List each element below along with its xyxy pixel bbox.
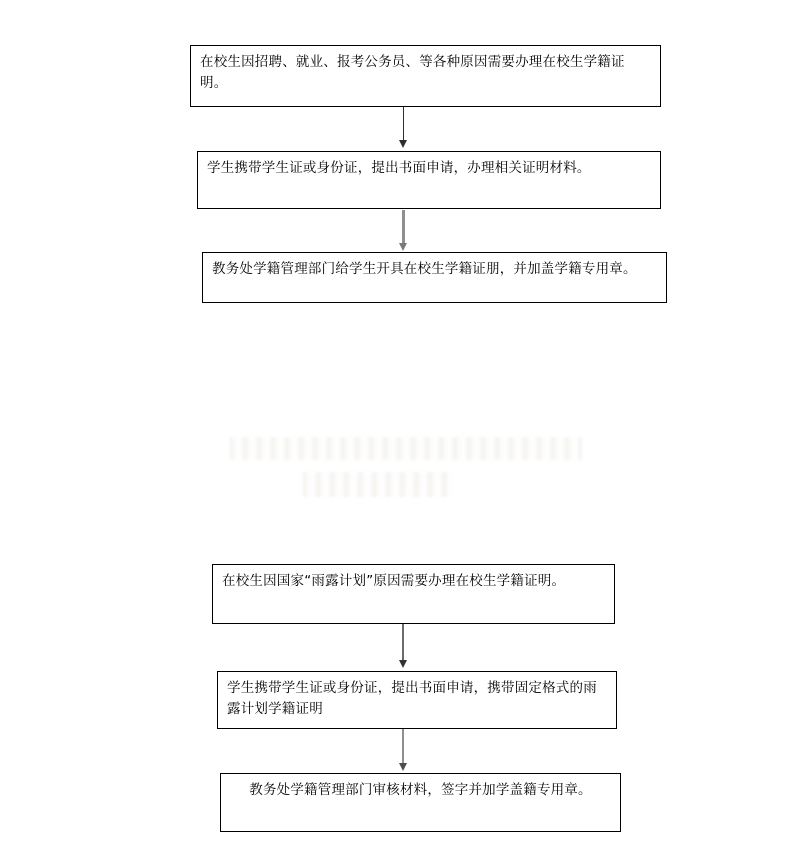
faint-text-remnant	[303, 472, 453, 497]
arrow-shaft	[402, 624, 404, 660]
flow-box-top-step-1	[190, 45, 661, 107]
down-arrow-icon	[395, 107, 411, 148]
flow-box-top-step-2-text: 学生携带学生证或身份证，提出书面申请，办理相关证明材料。	[207, 160, 591, 176]
down-arrow-icon	[395, 729, 411, 771]
arrow-shaft	[402, 210, 405, 243]
flow-box-top-step-3	[202, 252, 667, 303]
flow-box-bottom-step-1-text: 在校生因国家“雨露计划”原因需要办理在校生学籍证明。	[222, 573, 566, 589]
flow-box-top-step-1-text: 在校生因招聘、就业、报考公务员、等各种原因需要办理在校生学籍证明。	[200, 54, 625, 91]
flow-box-bottom-step-2-text: 学生携带学生证或身份证，提出书面申请，携带固定格式的雨露计划学籍证明	[227, 680, 597, 717]
flow-box-top-step-2	[197, 151, 661, 209]
arrowhead-icon	[399, 660, 407, 668]
arrow-shaft	[402, 729, 404, 763]
down-arrow-icon	[395, 624, 411, 668]
flow-box-bottom-step-3	[220, 773, 621, 832]
arrow-shaft	[403, 107, 404, 140]
arrowhead-icon	[399, 140, 407, 148]
flow-box-bottom-step-2	[217, 671, 617, 729]
arrowhead-icon	[399, 243, 407, 251]
faint-text-remnant	[230, 437, 582, 460]
flow-box-bottom-step-3-text: 教务处学籍管理部门审核材料，签字并加学盖籍专用章。	[249, 782, 592, 798]
down-arrow-icon	[395, 210, 411, 251]
flow-box-bottom-step-1	[212, 564, 615, 624]
flow-box-top-step-3-text: 教务处学籍管理部门给学生开具在校生学籍证朋，并加盖学籍专用章。	[212, 261, 637, 277]
arrowhead-icon	[399, 763, 407, 771]
